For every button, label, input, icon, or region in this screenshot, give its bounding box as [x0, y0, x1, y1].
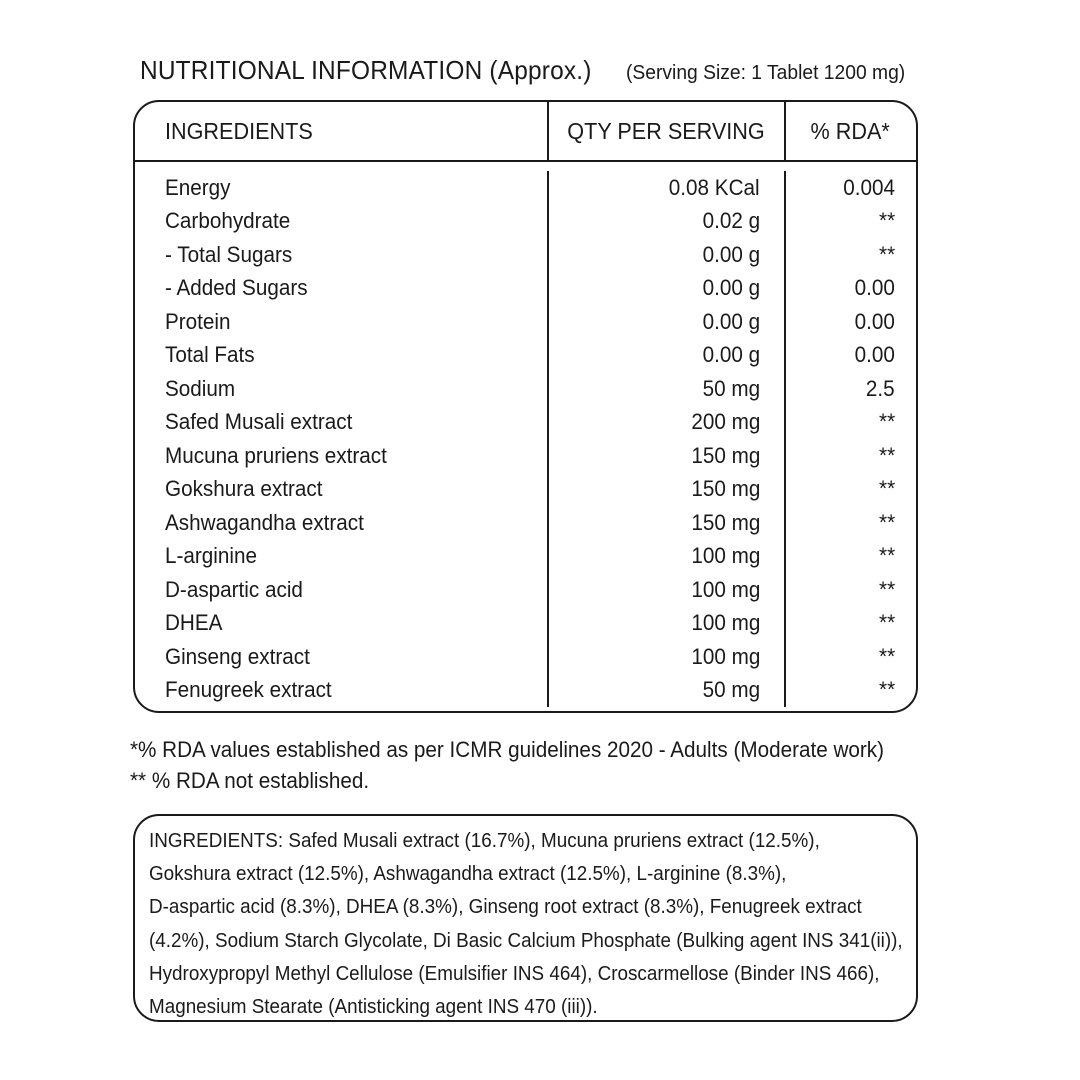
ingredient-cell: Ginseng extract — [165, 643, 310, 669]
qty-cell: 100 mg — [547, 573, 784, 607]
qty-cell: 50 mg — [547, 372, 784, 406]
ingredient-cell: Gokshura extract — [165, 476, 323, 502]
ingredients-text — [149, 824, 916, 1023]
rda-cell: ** — [784, 540, 915, 574]
qty-cell: 100 mg — [547, 640, 784, 674]
page-title — [140, 55, 923, 86]
qty-cell: 150 mg — [547, 506, 784, 540]
ingredients-line: (4.2%), Sodium Starch Glycolate, Di Basic Calcium Phosphate (Bulking agent INS 341(ii)), — [149, 928, 903, 952]
table-row — [135, 506, 916, 540]
rda-cell: ** — [784, 607, 915, 641]
footnote-rda-not-established: ** % RDA not established. — [130, 768, 370, 793]
rda-cell: 0.00 — [784, 272, 915, 306]
rda-cell: ** — [784, 640, 915, 674]
ingredient-cell: Sodium — [165, 375, 236, 401]
table-header-row — [135, 102, 916, 162]
table-row — [135, 640, 916, 674]
ingredient-cell: Mucuna pruriens extract — [165, 442, 387, 468]
rda-cell: 0.004 — [784, 171, 915, 205]
ingredients-box — [133, 814, 918, 1022]
ingredient-cell: - Added Sugars — [165, 275, 308, 301]
table-row — [135, 406, 916, 440]
table-body — [135, 162, 916, 707]
rda-cell: ** — [784, 439, 915, 473]
qty-cell: 150 mg — [547, 473, 784, 507]
table-row — [135, 171, 916, 205]
title-serving-size: (Serving Size: 1 Tablet 1200 mg) — [626, 61, 906, 84]
qty-cell: 50 mg — [547, 674, 784, 708]
table-row — [135, 540, 916, 574]
table-row — [135, 674, 916, 708]
qty-cell: 0.00 g — [547, 339, 784, 373]
rda-cell: ** — [784, 473, 915, 507]
table-row — [135, 372, 916, 406]
ingredient-cell: Fenugreek extract — [165, 677, 332, 703]
qty-cell: 200 mg — [547, 406, 784, 440]
table-row — [135, 272, 916, 306]
ingredients-line: INGREDIENTS: Safed Musali extract (16.7%), Mucuna pruriens extract (12.5%), — [149, 829, 820, 852]
qty-cell: 0.08 KCal — [547, 171, 784, 205]
ingredient-cell: Protein — [165, 308, 231, 334]
table-row — [135, 339, 916, 373]
ingredient-cell: Energy — [165, 174, 231, 200]
footnote-rda-established: *% RDA values established as per ICMR guidelines 2020 - Adults (Moderate work) — [130, 737, 885, 762]
ingredient-cell: Carbohydrate — [165, 208, 291, 234]
column-header-qty-per-serving: QTY PER SERVING — [547, 102, 784, 160]
column-header-rda: % RDA* — [784, 102, 915, 160]
ingredient-cell: D-aspartic acid — [165, 576, 303, 602]
rda-cell: ** — [784, 406, 915, 440]
ingredient-cell: Safed Musali extract — [165, 409, 353, 435]
rda-cell: ** — [784, 238, 915, 272]
qty-cell: 100 mg — [547, 607, 784, 641]
rda-cell: ** — [784, 573, 915, 607]
table-row — [135, 205, 916, 239]
nutrition-table — [133, 100, 918, 713]
table-row — [135, 573, 916, 607]
rda-cell: 2.5 — [784, 372, 915, 406]
ingredients-line: Magnesium Stearate (Antisticking agent INS 470 (iii)). — [149, 995, 598, 1019]
ingredients-line: D-aspartic acid (8.3%), DHEA (8.3%), Ginseng root extract (8.3%), Fenugreek extract — [149, 895, 862, 919]
table-row — [135, 238, 916, 272]
ingredient-cell: Total Fats — [165, 342, 255, 368]
ingredient-cell: Ashwagandha extract — [165, 509, 364, 535]
footnotes — [130, 734, 932, 796]
qty-cell: 100 mg — [547, 540, 784, 574]
ingredient-cell: L-arginine — [165, 543, 257, 569]
rda-cell: ** — [784, 205, 915, 239]
table-row — [135, 305, 916, 339]
title-main: NUTRITIONAL INFORMATION (Approx.) — [140, 55, 592, 85]
rda-cell: 0.00 — [784, 305, 915, 339]
qty-cell: 0.00 g — [547, 305, 784, 339]
ingredients-line: Hydroxypropyl Methyl Cellulose (Emulsifier INS 464), Croscarmellose (Binder INS 466), — [149, 961, 880, 985]
ingredients-line: Gokshura extract (12.5%), Ashwagandha extract (12.5%), L-arginine (8.3%), — [149, 862, 787, 886]
qty-cell: 0.02 g — [547, 205, 784, 239]
ingredient-cell: - Total Sugars — [165, 241, 293, 267]
rda-cell: ** — [784, 506, 915, 540]
qty-cell: 0.00 g — [547, 272, 784, 306]
qty-cell: 0.00 g — [547, 238, 784, 272]
table-row — [135, 473, 916, 507]
rda-cell: 0.00 — [784, 339, 915, 373]
table-row — [135, 439, 916, 473]
column-header-ingredients: INGREDIENTS — [165, 117, 313, 144]
rda-cell: ** — [784, 674, 915, 708]
ingredient-cell: DHEA — [165, 610, 223, 636]
table-row — [135, 607, 916, 641]
qty-cell: 150 mg — [547, 439, 784, 473]
